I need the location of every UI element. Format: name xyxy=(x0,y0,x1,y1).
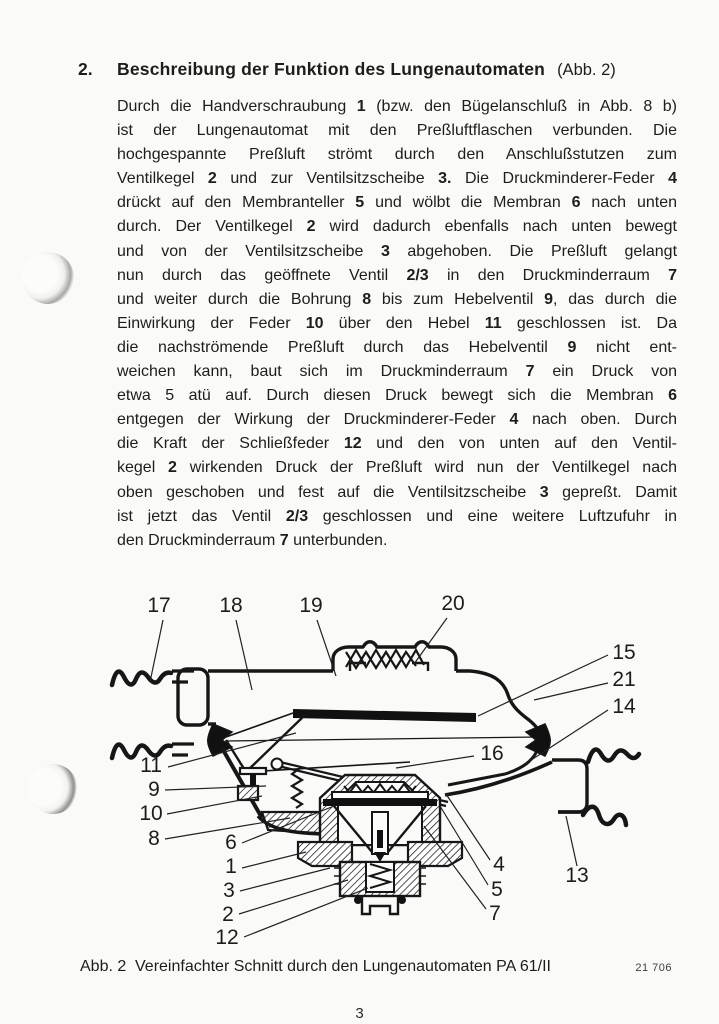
text-line: den Druckminderraum 7 unterbunden. xyxy=(117,531,388,549)
corrugated-hose-left-top xyxy=(112,672,171,685)
part-label-18: 18 xyxy=(219,594,243,617)
part-label-9: 9 xyxy=(148,778,160,801)
part-label-10: 10 xyxy=(139,802,163,825)
part-label-5: 5 xyxy=(491,878,503,901)
leader-line-2 xyxy=(239,880,348,914)
section-title: Beschreibung der Funktion des Lungenautomaten xyxy=(117,59,546,79)
membrane-plate xyxy=(332,792,428,799)
figure-caption xyxy=(80,958,672,976)
o-ring-right xyxy=(398,896,406,904)
membrane-band xyxy=(293,709,476,722)
text-line: oben geschoben und fest auf die Ventilsitzscheibe 3 gepreßt. Damit xyxy=(117,483,677,501)
punch-hole-bottom xyxy=(28,764,78,814)
part-label-11: 11 xyxy=(140,754,162,777)
leader-line-13 xyxy=(566,816,577,866)
part-label-8: 8 xyxy=(148,827,160,850)
part-label-1: 1 xyxy=(225,855,237,878)
leader-line-10 xyxy=(167,796,262,814)
section-title-figure-ref: (Abb. 2) xyxy=(557,61,616,79)
punch-hole-top xyxy=(22,252,74,304)
part-label-4: 4 xyxy=(493,853,505,876)
leader-line-19 xyxy=(317,620,336,676)
part-label-16: 16 xyxy=(480,742,504,765)
text-line: und weiter durch die Bohrung 8 bis zum Hebelventil 9, das durch die xyxy=(117,290,677,308)
text-line: drückt auf den Membranteller 5 und wölbt die Membran 6 nach unten xyxy=(117,194,677,212)
leader-line-17 xyxy=(150,620,163,682)
part-label-12: 12 xyxy=(215,926,239,949)
hose-stubs xyxy=(172,671,194,755)
part-label-14: 14 xyxy=(612,695,636,718)
part-label-6: 6 xyxy=(225,831,237,854)
section-number: 2. xyxy=(78,59,93,79)
leader-line-3 xyxy=(240,868,330,891)
leader-line-18 xyxy=(236,620,252,690)
part-label-13: 13 xyxy=(565,864,589,887)
text-line: weichen kann, baut sich im Druckminderraum 7 ein Druck von xyxy=(117,363,677,381)
left-connector xyxy=(178,669,208,725)
text-line: Durch die Handverschraubung 1 (bzw. den Bügelanschluß in Abb. 8 b) xyxy=(117,98,677,115)
cross-section-diagram xyxy=(95,572,685,962)
text-line: die nachströmende Preßluft durch das Hebelventil 9 nicht ent- xyxy=(117,338,677,356)
corrugated-hose-right-top xyxy=(588,750,639,763)
text-line: Einwirkung der Feder 10 über den Hebel 11 geschlossen ist. Da xyxy=(117,314,677,332)
part-label-20: 20 xyxy=(441,592,465,615)
valve-stem xyxy=(377,830,383,848)
part-label-19: 19 xyxy=(299,594,323,617)
leader-line-12 xyxy=(244,888,368,937)
corrugated-hose-right-bottom xyxy=(583,807,626,825)
part-label-21: 21 xyxy=(612,668,636,691)
part-label-7: 7 xyxy=(489,902,501,925)
outlet-pipe xyxy=(552,760,587,812)
figure-print-code: 21 706 xyxy=(635,962,672,974)
part-label-3: 3 xyxy=(223,879,235,902)
text-line: Ventilkegel 2 und zur Ventilsitzscheibe 3. Die Druckminderer-Feder 4 xyxy=(117,170,677,188)
text-line: und von der Ventilsitzscheibe 3 abgehoben. Die Preßluft gelangt xyxy=(117,242,677,260)
text-line: etwa 5 atü auf. Durch diesen Druck bewegt sich die Membran 6 xyxy=(117,387,677,405)
text-line: entgegen der Wirkung der Druckminderer-Feder 4 nach oben. Durch xyxy=(117,411,677,429)
figure-caption-number: Abb. 2 xyxy=(80,958,127,975)
leader-line-1 xyxy=(242,852,306,868)
inner-membrane xyxy=(323,799,437,806)
leader-line-15 xyxy=(478,655,608,716)
bottom-stub xyxy=(362,896,398,914)
text-line: die Kraft der Schließfeder 12 und den von unten auf den Ventil- xyxy=(117,435,677,453)
text-line: hochgespannte Preßluft strömt durch den Anschlußstutzen zum xyxy=(117,146,677,164)
text-line: durch. Der Ventilkegel 2 wird dadurch ebenfalls nach unten bewegt xyxy=(117,218,677,236)
o-ring-left xyxy=(354,896,362,904)
page-number: 3 xyxy=(355,1005,364,1022)
text-line: ist der Lungenautomat mit den Preßluftflaschen verbunden. Die xyxy=(117,122,677,140)
part-label-15: 15 xyxy=(612,641,636,664)
part-label-2: 2 xyxy=(222,903,234,926)
top-spring xyxy=(346,650,428,671)
section-heading xyxy=(78,58,678,81)
figure-caption-text: Vereinfachter Schnitt durch den Lungenautomaten PA 61/II xyxy=(135,958,551,975)
text-line: ist jetzt das Ventil 2/3 geschlossen und eine weitere Luftzufuhr in xyxy=(117,507,677,525)
valve-cone xyxy=(374,852,386,862)
text-line: kegel 2 wirkenden Druck der Preßluft wird nun der Ventilkegel nach xyxy=(117,459,677,477)
body-paragraph xyxy=(117,95,677,553)
part-label-17: 17 xyxy=(147,594,171,617)
leader-line-21 xyxy=(534,683,608,700)
text-line: nun durch das geöffnete Ventil 2/3 in den Druckminderraum 7 xyxy=(117,266,677,284)
